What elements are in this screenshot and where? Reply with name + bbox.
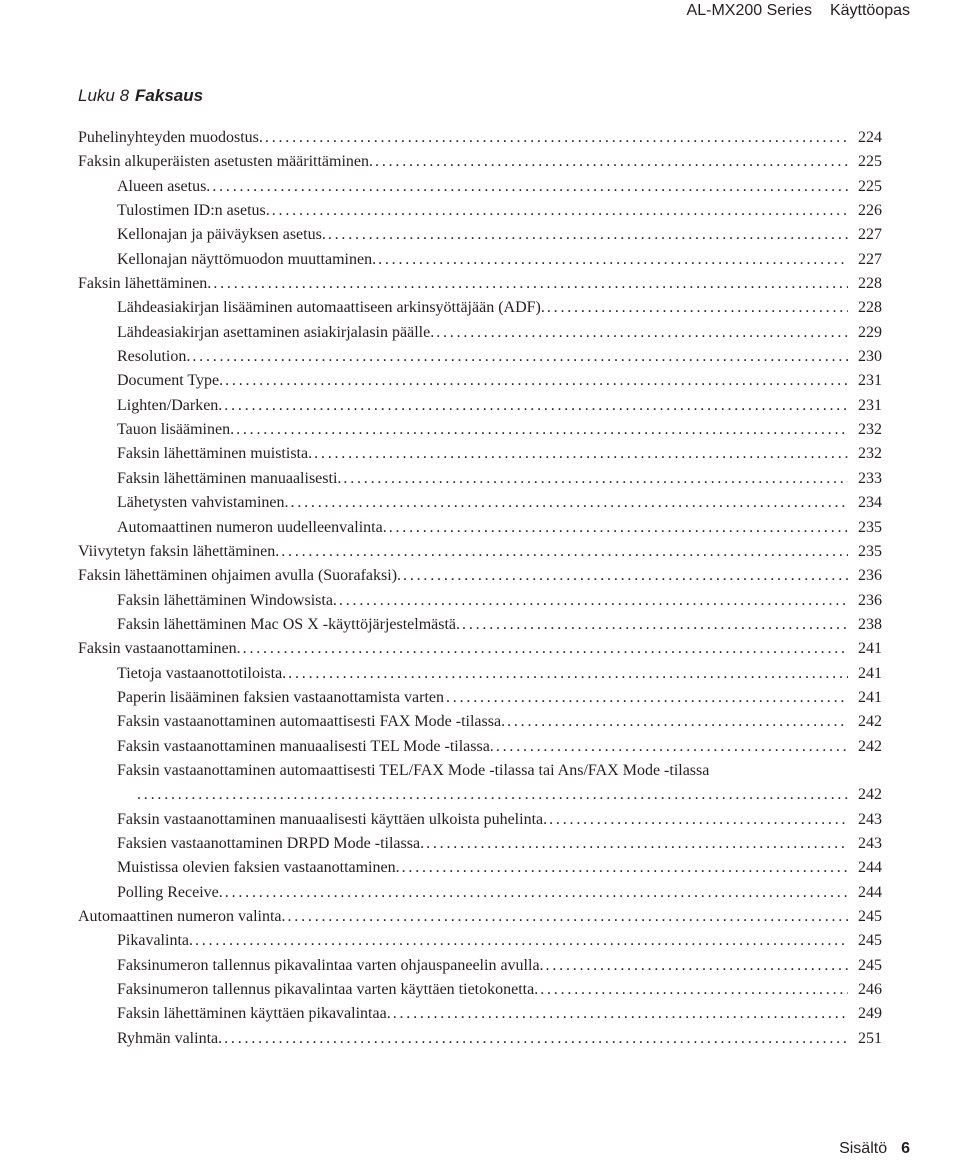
toc-entry[interactable] xyxy=(78,881,882,905)
toc-entry-title: Polling Receive. xyxy=(117,883,223,901)
toc-leader-dots xyxy=(243,637,848,661)
toc-entry[interactable] xyxy=(78,467,882,491)
toc-entry[interactable] xyxy=(78,321,882,345)
toc-entry-page: 246 xyxy=(858,981,882,999)
toc-leader-dots xyxy=(375,150,848,174)
toc-entry-title: Faksin vastaanottaminen automaattisesti TEL/FAX Mode -tilassa tai Ans/FAX Mode -tilassa xyxy=(117,761,710,779)
toc-entry-page: 244 xyxy=(858,883,882,901)
toc-entry-title: Tietoja vastaanottotiloista. xyxy=(117,664,287,682)
toc-entry-page: 225 xyxy=(858,177,882,195)
toc-leader-dots xyxy=(213,272,848,296)
chapter-heading xyxy=(78,86,203,106)
header-guide-title: Käyttöopas xyxy=(829,2,910,19)
toc-entry-page: 244 xyxy=(858,859,882,877)
toc-entry-page: 229 xyxy=(858,323,882,341)
toc-entry[interactable] xyxy=(78,808,882,832)
toc-entry-page: 251 xyxy=(858,1029,882,1047)
toc-entry-title: Resolution. xyxy=(117,348,191,366)
table-of-contents xyxy=(78,126,882,1051)
toc-entry-page: 232 xyxy=(858,445,882,463)
toc-entry-title: Paperin lisääminen faksien vastaanottamista varten xyxy=(117,688,444,706)
toc-entry-page: 228 xyxy=(858,275,882,293)
toc-entry[interactable] xyxy=(78,345,882,369)
toc-entry-page: 238 xyxy=(858,615,882,633)
toc-entry[interactable] xyxy=(78,759,882,783)
toc-leader-dots xyxy=(288,905,849,929)
toc-entry-page: 231 xyxy=(858,372,882,390)
toc-entry-page: 245 xyxy=(858,932,882,950)
toc-entry-page: 226 xyxy=(858,202,882,220)
toc-entry[interactable] xyxy=(78,223,882,247)
toc-entry[interactable] xyxy=(78,418,882,442)
toc-leader-dots xyxy=(393,1002,848,1026)
toc-entry-page: 242 xyxy=(858,737,882,755)
toc-leader-dots xyxy=(272,199,848,223)
toc-entry-title: Faksin alkuperäisten asetusten määrittäminen. xyxy=(78,153,374,171)
toc-entry-page: 228 xyxy=(858,299,882,317)
toc-entry-page: 249 xyxy=(858,1005,882,1023)
toc-entry-title: Faksin vastaanottaminen manuaalisesti TEL Mode -tilassa. xyxy=(117,737,494,755)
toc-entry-title: Pikavalinta. xyxy=(117,932,193,950)
toc-entry-title: Viivytetyn faksin lähettäminen. xyxy=(78,542,280,560)
toc-entry-title: Lähdeasiakirjan lisääminen automaattiseen arkinsyöttäjään (ADF). xyxy=(117,299,545,317)
toc-leader-dots xyxy=(403,564,848,588)
toc-entry-title: Faksin lähettäminen ohjaimen avulla (Suorafaksi). xyxy=(78,567,402,585)
toc-entry-page: 241 xyxy=(858,688,882,706)
toc-entry-continuation[interactable] xyxy=(78,783,882,807)
toc-leader-dots xyxy=(402,856,848,880)
toc-entry[interactable] xyxy=(78,832,882,856)
toc-leader-dots xyxy=(540,978,848,1002)
toc-leader-dots xyxy=(462,613,848,637)
toc-entry[interactable] xyxy=(78,637,882,661)
toc-entry[interactable] xyxy=(78,978,882,1002)
toc-entry-page: 234 xyxy=(858,494,882,512)
toc-entry-title: Faksin lähettäminen Windowsista. xyxy=(117,591,337,609)
toc-entry[interactable] xyxy=(78,175,882,199)
toc-entry[interactable] xyxy=(78,686,882,710)
toc-entry[interactable] xyxy=(78,442,882,466)
toc-leader-dots xyxy=(446,686,848,710)
toc-leader-dots xyxy=(225,369,848,393)
toc-entry-title: Tulostimen ID:n asetus. xyxy=(117,202,270,220)
toc-entry-title: Faksin lähettäminen muistista. xyxy=(117,445,313,463)
toc-entry-page: 241 xyxy=(858,640,882,658)
toc-leader-dots xyxy=(224,1027,848,1051)
toc-entry[interactable] xyxy=(78,613,882,637)
toc-leader-dots xyxy=(339,589,848,613)
toc-leader-dots xyxy=(281,540,848,564)
toc-entry-title: Faksinumeron tallennus pikavalintaa varten ohjauspaneelin avulla. xyxy=(117,956,544,974)
toc-entry[interactable] xyxy=(78,662,882,686)
toc-entry[interactable] xyxy=(78,905,882,929)
toc-entry-title: Faksin vastaanottaminen manuaalisesti käyttäen ulkoista puhelinta. xyxy=(117,810,548,828)
toc-entry-title: Tauon lisääminen. xyxy=(117,421,235,439)
toc-leader-dots xyxy=(378,248,848,272)
toc-entry[interactable] xyxy=(78,564,882,588)
toc-entry-page: 245 xyxy=(858,956,882,974)
toc-entry[interactable] xyxy=(78,126,882,150)
toc-entry-page: 235 xyxy=(858,542,882,560)
toc-entry-title: Muistissa olevien faksien vastaanottaminen. xyxy=(117,859,400,877)
toc-entry-page: 232 xyxy=(858,421,882,439)
toc-entry[interactable] xyxy=(78,369,882,393)
toc-entry-page: 235 xyxy=(858,518,882,536)
toc-leader-dots xyxy=(224,394,848,418)
toc-entry-page: 245 xyxy=(858,908,882,925)
chapter-title: Faksaus xyxy=(135,86,204,105)
toc-entry[interactable] xyxy=(78,589,882,613)
toc-leader-dots xyxy=(291,491,848,515)
toc-leader-dots xyxy=(549,808,848,832)
toc-leader-dots xyxy=(343,467,848,491)
toc-entry[interactable] xyxy=(78,150,882,174)
toc-entry-page: 231 xyxy=(858,396,882,414)
toc-entry-title: Document Type. xyxy=(117,372,224,390)
toc-entry[interactable] xyxy=(78,248,882,272)
toc-entry-title: Faksien vastaanottaminen DRPD Mode -tilassa. xyxy=(117,834,425,852)
toc-entry-page: 233 xyxy=(858,469,882,487)
toc-leader-dots xyxy=(225,881,848,905)
toc-entry-page: 236 xyxy=(858,591,882,609)
toc-leader-dots xyxy=(546,954,848,978)
toc-entry-title: Lähetysten vahvistaminen. xyxy=(117,494,289,512)
toc-entry[interactable] xyxy=(78,540,882,564)
toc-leader-dots xyxy=(236,418,848,442)
toc-entry[interactable] xyxy=(78,272,882,296)
toc-leader-dots xyxy=(507,710,848,734)
toc-entry-title: Faksinumeron tallennus pikavalintaa varten käyttäen tietokonetta. xyxy=(117,981,539,999)
toc-entry[interactable] xyxy=(78,954,882,978)
toc-leader-dots xyxy=(288,662,848,686)
toc-leader-dots xyxy=(137,783,848,807)
header-product-name: AL-MX200 Series xyxy=(686,2,812,19)
toc-entry-title: Kellonajan ja päiväyksen asetus. xyxy=(117,226,326,244)
toc-entry-title: Lighten/Darken. xyxy=(117,396,223,414)
toc-entry[interactable] xyxy=(78,929,882,953)
toc-leader-dots xyxy=(328,223,848,247)
toc-leader-dots xyxy=(496,735,848,759)
toc-leader-dots xyxy=(314,442,848,466)
toc-entry[interactable] xyxy=(78,1002,882,1026)
toc-entry-page: 227 xyxy=(858,250,882,268)
toc-entry-title: Alueen asetus. xyxy=(117,177,211,195)
toc-entry-title: Puhelinyhteyden muodostus. xyxy=(78,129,263,146)
running-header xyxy=(687,0,910,22)
toc-entry[interactable] xyxy=(78,199,882,223)
toc-entry[interactable] xyxy=(78,516,882,540)
toc-entry-title: Faksin lähettäminen käyttäen pikavalintaa. xyxy=(117,1005,391,1023)
toc-entry-title: Automaattinen numeron valinta. xyxy=(78,908,286,925)
toc-entry-page: 230 xyxy=(858,348,882,366)
toc-leader-dots xyxy=(426,832,848,856)
toc-entry-page: 242 xyxy=(858,713,882,731)
toc-entry[interactable] xyxy=(78,856,882,880)
toc-entry-title: Automaattinen numeron uudelleenvalinta. xyxy=(117,518,387,536)
toc-leader-dots xyxy=(212,175,848,199)
toc-leader-dots xyxy=(547,296,848,320)
toc-entry-page: 224 xyxy=(858,129,882,146)
footer-page-number: 6 xyxy=(901,1140,910,1157)
toc-leader-dots xyxy=(192,345,848,369)
toc-leader-dots xyxy=(195,929,848,953)
toc-entry-title: Ryhmän valinta. xyxy=(117,1029,223,1047)
page-footer xyxy=(839,1140,910,1158)
toc-entry-title: Kellonajan näyttömuodon muuttaminen. xyxy=(117,250,377,268)
toc-entry-title: Faksin lähettäminen Mac OS X -käyttöjärjestelmästä. xyxy=(117,615,461,633)
footer-section-label: Sisältö xyxy=(839,1140,888,1157)
toc-entry-page: 243 xyxy=(858,834,882,852)
toc-entry-title: Faksin vastaanottaminen automaattisesti FAX Mode -tilassa. xyxy=(117,713,506,731)
toc-entry-title: Faksin lähettäminen. xyxy=(78,275,212,293)
toc-entry[interactable] xyxy=(78,710,882,734)
toc-entry-page: 236 xyxy=(858,567,882,585)
chapter-label: Luku 8 xyxy=(78,86,130,105)
toc-entry[interactable] xyxy=(78,1027,882,1051)
toc-entry-title: Lähdeasiakirjan asettaminen asiakirjalasin päälle. xyxy=(117,323,435,341)
toc-entry-page: 242 xyxy=(858,786,882,804)
toc-entry-title: Faksin lähettäminen manuaalisesti. xyxy=(117,469,342,487)
toc-entry-title: Faksin vastaanottaminen. xyxy=(78,640,241,658)
toc-entry-page: 225 xyxy=(858,153,882,171)
toc-entry[interactable] xyxy=(78,735,882,759)
toc-entry[interactable] xyxy=(78,394,882,418)
toc-entry[interactable] xyxy=(78,491,882,515)
toc-entry-page: 243 xyxy=(858,810,882,828)
toc-leader-dots xyxy=(265,126,848,150)
toc-leader-dots xyxy=(436,321,848,345)
toc-entry-page: 241 xyxy=(858,664,882,682)
toc-leader-dots xyxy=(389,516,848,540)
toc-entry[interactable] xyxy=(78,296,882,320)
toc-entry-page: 227 xyxy=(858,226,882,244)
